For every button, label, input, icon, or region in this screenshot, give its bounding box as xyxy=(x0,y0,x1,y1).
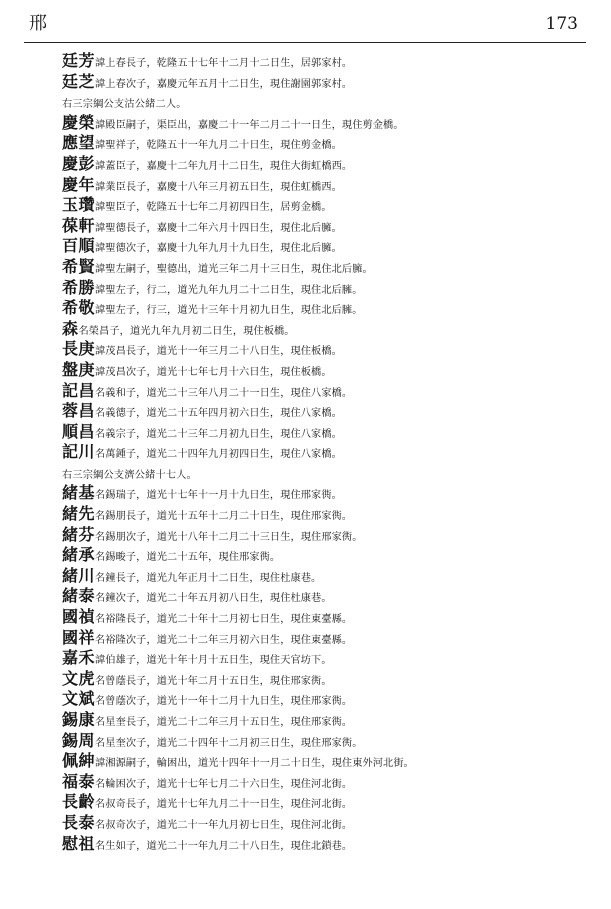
person-entry xyxy=(62,525,602,546)
person-entry xyxy=(62,689,602,710)
person-details: 諱聖左子，行二，道光九年九月二十二日生，現住北后臃。 xyxy=(95,284,363,296)
person-name: 緒泰 xyxy=(62,586,96,606)
person-entry xyxy=(62,545,602,566)
person-name: 森 xyxy=(62,318,79,338)
person-entry xyxy=(62,422,602,443)
person-details: 諱聖左嗣子，聖德出，道光三年二月十三日生，現住北后臃。 xyxy=(95,263,373,275)
person-details: 諱聖祥子，乾隆五十一年九月二十日生，現住剪金橋。 xyxy=(95,140,342,152)
person-name: 記川 xyxy=(62,442,96,462)
person-name: 緒基 xyxy=(62,483,96,503)
person-details: 名裕隆次子，道光二十二年三月初六日生，現住東臺縣。 xyxy=(95,634,353,646)
section-note xyxy=(62,463,602,484)
person-entry xyxy=(62,607,602,628)
surname-heading: 邢 xyxy=(29,13,48,34)
person-name: 緒承 xyxy=(62,545,96,565)
person-entry xyxy=(62,298,602,319)
person-details: 諱茂昌長子，道光十一年三月二十八日生，現住板橋。 xyxy=(95,346,342,358)
person-name: 佩紳 xyxy=(62,751,96,771)
person-name: 希勝 xyxy=(62,277,96,297)
person-entry xyxy=(62,195,602,216)
person-details: 名叔奇長子，道光十七年九月二十一日生，現住河北街。 xyxy=(95,799,353,811)
person-details: 名星奎次子，道光二十四年十二月初三日生，現住邢家衖。 xyxy=(95,737,363,749)
person-entry xyxy=(62,278,602,299)
section-note xyxy=(62,92,602,113)
person-entry xyxy=(62,381,602,402)
person-name: 錫康 xyxy=(62,710,96,729)
person-name: 文虎 xyxy=(62,668,96,688)
person-name: 緒芬 xyxy=(62,524,96,544)
person-details: 諱上春長子，乾隆五十七年十二月十二日生，居郭家村。 xyxy=(95,58,353,69)
person-entry xyxy=(62,669,602,690)
person-details: 諱聖德長子，嘉慶十二年六月十四日生，現住北后臃。 xyxy=(95,222,342,234)
person-details: 名義和子，道光二十三年八月二十一日生，現住八家橋。 xyxy=(95,387,353,399)
person-details: 名裕隆長子，道光二十年十二月初七日生，現住東臺縣。 xyxy=(95,614,353,626)
person-entry xyxy=(62,216,602,237)
person-name: 長泰 xyxy=(62,812,96,832)
person-entry xyxy=(62,257,602,278)
person-entry xyxy=(62,792,602,813)
person-name: 緒川 xyxy=(62,565,96,585)
person-details: 諱上春次子，嘉慶元年五月十二日生，現住謝園郭家村。 xyxy=(95,78,353,90)
person-name: 百順 xyxy=(62,236,96,256)
person-entry xyxy=(62,442,602,463)
person-details: 諱聖臣子，乾隆五十七年二月初四日生，居剪金橋。 xyxy=(95,202,332,214)
person-details: 諱聖左子，行三，道光十三年十月初九日生，現住北后臃。 xyxy=(95,305,363,317)
person-details: 諱聖德次子，嘉慶十九年九月十九日生，現住北后臃。 xyxy=(95,243,342,255)
person-entry xyxy=(62,175,602,196)
person-details: 名星奎長子，道光二十二年三月十五日生，現住邢家衖。 xyxy=(95,717,353,728)
person-name: 記昌 xyxy=(62,380,96,400)
person-entry xyxy=(62,113,602,134)
person-entry xyxy=(62,813,602,834)
person-name: 應望 xyxy=(62,133,96,153)
person-details: 名萬鍾子，道光二十四年九月初四日生，現住八家橋。 xyxy=(95,449,342,461)
person-details: 名錫瑞子，道光十七年十一月十九日生，現住邢家衖。 xyxy=(95,490,342,502)
person-entry xyxy=(62,51,602,72)
person-name: 文斌 xyxy=(62,689,96,709)
person-details: 名錫畯子，道光二十五年，現住邢家衖。 xyxy=(95,552,281,564)
person-name: 長庚 xyxy=(62,339,96,359)
person-details: 諱湘源嗣子，輪困出，道光十四年十一月二十日生，現住東外河北街。 xyxy=(95,758,414,770)
person-entry xyxy=(62,628,602,649)
person-name: 蓉昌 xyxy=(62,401,96,421)
person-details: 名義宗子，道光二十三年二月初九日生，現住八家橋。 xyxy=(95,428,342,440)
person-name: 國禎 xyxy=(62,607,96,627)
person-entry xyxy=(62,504,602,525)
person-name: 錫周 xyxy=(62,730,96,750)
person-details: 諱殿臣嗣子，渠臣出，嘉慶二十一年二月二十一日生，現住剪金橋。 xyxy=(95,119,404,131)
person-name: 希賢 xyxy=(62,256,96,276)
page-header xyxy=(0,0,611,46)
person-name: 玉瓚 xyxy=(62,195,96,215)
person-name: 緒先 xyxy=(62,504,96,524)
person-details: 諱伯雄子，道光十年十月十五日生，現住天官坊下。 xyxy=(95,655,332,667)
person-entry xyxy=(62,731,602,752)
person-entry xyxy=(62,566,602,587)
person-name: 廷芝 xyxy=(62,71,96,91)
person-name: 希敬 xyxy=(62,298,96,318)
person-details: 名輪困次子，道光十七年七月二十六日生，現住河北街。 xyxy=(95,778,353,790)
person-details: 名曾蔭長子，道光十年二月十五日生，現住邢家衖。 xyxy=(95,675,332,687)
section-note-text: 右三宗綱公支沽公緒二人。 xyxy=(62,99,187,111)
person-name: 葆軒 xyxy=(62,215,96,235)
person-name: 國祥 xyxy=(62,627,96,647)
person-entry xyxy=(62,154,602,175)
person-entry xyxy=(62,360,602,381)
person-details: 名錫朋長子，道光十五年十二月二十日生，現住邢家衖。 xyxy=(95,511,353,523)
person-details: 名錫朋次子，道光十八年十二月二十三日生，現住邢家衖。 xyxy=(95,531,363,543)
person-name: 長齡 xyxy=(62,792,96,812)
section-note-text: 右三宗綱公支濟公緒十七人。 xyxy=(62,469,198,481)
page-number: 173 xyxy=(545,14,578,34)
person-details: 名鐘長子，道光九年正月十二日生，現住杜康巷。 xyxy=(95,572,322,584)
header-rule xyxy=(24,42,586,43)
person-name: 慶年 xyxy=(62,174,96,194)
person-entry xyxy=(62,72,602,93)
person-entry xyxy=(62,133,602,154)
person-entry xyxy=(62,648,602,669)
person-entry xyxy=(62,483,602,504)
person-name: 慶榮 xyxy=(62,112,96,132)
person-entry xyxy=(62,401,602,422)
person-entry xyxy=(62,339,602,360)
person-details: 名鐘次子，道光二十年五月初八日生，現住杜康巷。 xyxy=(95,593,332,605)
person-details: 名榮昌子，道光九年九月初二日生，現住板橋。 xyxy=(78,325,295,337)
person-entry xyxy=(62,586,602,607)
person-name: 慰祖 xyxy=(62,833,96,853)
person-details: 諱茂昌次子，道光十七年七月十六日生，現住板橋。 xyxy=(95,366,332,378)
person-entry xyxy=(62,319,602,340)
person-name: 廷芳 xyxy=(62,51,96,70)
person-details: 諱業臣長子，嘉慶十八年三月初五日生，現住虹橋西。 xyxy=(95,181,342,193)
person-entry xyxy=(62,710,602,731)
person-details: 名義德子，道光二十五年四月初六日生，現住八家橋。 xyxy=(95,408,342,420)
person-details: 名生如子，道光二十一年九月二十八日生，現住北鎖巷。 xyxy=(95,840,353,852)
person-entry xyxy=(62,751,602,772)
person-name: 嘉禾 xyxy=(62,648,96,668)
person-entry xyxy=(62,236,602,257)
genealogy-entries xyxy=(62,51,602,854)
person-name: 順昌 xyxy=(62,421,96,441)
person-name: 盤庚 xyxy=(62,359,96,379)
person-details: 諱蓋臣子，嘉慶十二年九月十二日生，現住大街虹橋西。 xyxy=(95,160,353,172)
person-entry xyxy=(62,772,602,793)
person-details: 名曾蔭次子，道光十一年十二月十九日生，現住邢家衖。 xyxy=(95,696,353,708)
person-name: 慶彭 xyxy=(62,153,96,173)
person-entry xyxy=(62,834,602,855)
person-details: 名叔奇次子，道光二十一年九月初七日生，現住河北街。 xyxy=(95,819,353,831)
person-name: 福泰 xyxy=(62,771,96,791)
